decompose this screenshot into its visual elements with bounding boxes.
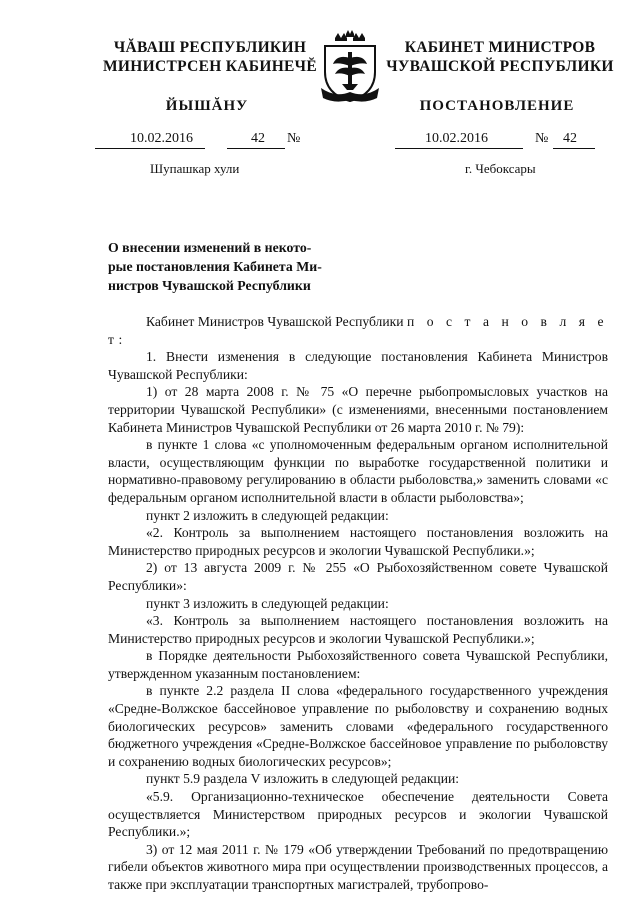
chuvash-emblem-icon bbox=[317, 28, 383, 104]
body-paragraph: 1) от 28 марта 2008 г. № 75 «О перечне рыбопромысловых участков на территории Чувашской Республики» (с изменениями, внесенными постановлением Кабинета Министров Чувашской Республики от 26 марта 2010 г. № 79): bbox=[108, 384, 608, 435]
left-number-sign: № bbox=[287, 131, 301, 146]
header-left-line-2: МИНИСТРСЕН КАБИНЕЧĔ bbox=[103, 58, 317, 75]
doc-type-chuvash: ЙЫШĂНУ bbox=[165, 98, 249, 114]
doc-type-russian: ПОСТАНОВЛЕНИЕ bbox=[419, 98, 575, 114]
body-paragraph: «5.9. Организационно-техническое обеспечение деятельности Совета осуществляется Министерством природных ресурсов и экологии Чувашской Республики.»; bbox=[108, 789, 608, 840]
place-chuvash: Шупашкар хули bbox=[150, 161, 240, 176]
header-right-russian bbox=[385, 38, 615, 76]
place-russian: г. Чебоксары bbox=[465, 161, 536, 176]
intro-text: Кабинет Министров Чувашской Республики bbox=[146, 314, 404, 329]
body-paragraph: «3. Контроль за выполнением настоящего постановления возложить на Министерство природных ресурсов и экологии Чувашской Республики.»; bbox=[108, 613, 608, 646]
left-number: 42 bbox=[251, 131, 265, 146]
title-line-3: нистров Чувашской Республики bbox=[108, 278, 311, 293]
number-line-left bbox=[95, 131, 325, 149]
right-number: 42 bbox=[563, 131, 577, 146]
body-paragraph: 3) от 12 мая 2011 г. № 179 «Об утверждении Требований по предотвращению гибели объектов животного мира при осуществлении производственных процессов, а также при эксплуатации транспортных магистралей, трубопрово- bbox=[108, 841, 608, 892]
title-line-2: рые постановления Кабинета Ми- bbox=[108, 259, 322, 274]
left-date: 10.02.2016 bbox=[130, 131, 193, 146]
number-line-right bbox=[395, 131, 605, 149]
body-paragraph: 2) от 13 августа 2009 г. № 255 «О Рыбохозяйственном совете Чувашской Республики»: bbox=[108, 560, 608, 593]
body-paragraph: в Порядке деятельности Рыбохозяйственного совета Чувашской Республики, утвержденном указанным постановлением: bbox=[108, 648, 608, 681]
intro-verb: п о с т а н о в л я е т: bbox=[108, 314, 609, 347]
document-title bbox=[108, 238, 340, 295]
body-paragraph: в пункте 2.2 раздела II слова «федерального государственного учреждения «Средне-Волжское бассейновое управление по рыболовству и сохранению водных биологических ресурсов» заменить словами «федерального государственного бюджетного учреждения «Средне-Волжское бассейновое управление по рыболовству и сохранению водных биологических ресурсов»; bbox=[108, 683, 608, 769]
body-paragraph: «2. Контроль за выполнением настоящего постановления возложить на Министерство природных ресурсов и экологии Чувашской Республики.»; bbox=[108, 525, 608, 558]
header-right-line-2: ЧУВАШСКОЙ РЕСПУБЛИКИ bbox=[386, 58, 614, 75]
header-left-line-1: ЧĂВАШ РЕСПУБЛИКИН bbox=[113, 39, 307, 56]
body-paragraph: пункт 2 изложить в следующей редакции: bbox=[146, 507, 389, 523]
header-right-line-1: КАБИНЕТ МИНИСТРОВ bbox=[404, 39, 596, 56]
body-paragraph: в пункте 1 слова «с уполномоченным федеральным органом исполнительной власти, осуществляющим функции по выработке государственной политики и нормативно-правовому регулированию в области рыболовства,» заменить словами «с федеральным органом исполнительной власти в области рыболовства»; bbox=[108, 437, 608, 505]
title-line-1: О внесении изменений в некото- bbox=[108, 240, 312, 255]
body-paragraph: 1. Внести изменения в следующие постановления Кабинета Министров Чувашской Республики: bbox=[108, 349, 608, 382]
body-paragraph: пункт 5.9 раздела V изложить в следующей редакции: bbox=[146, 771, 460, 787]
header-left-chuvash bbox=[95, 38, 325, 76]
right-number-sign: № bbox=[535, 131, 549, 146]
right-date: 10.02.2016 bbox=[425, 131, 488, 146]
body-paragraph: пункт 3 изложить в следующей редакции: bbox=[146, 595, 389, 611]
intro-paragraph bbox=[108, 313, 608, 348]
document-body bbox=[108, 313, 608, 894]
